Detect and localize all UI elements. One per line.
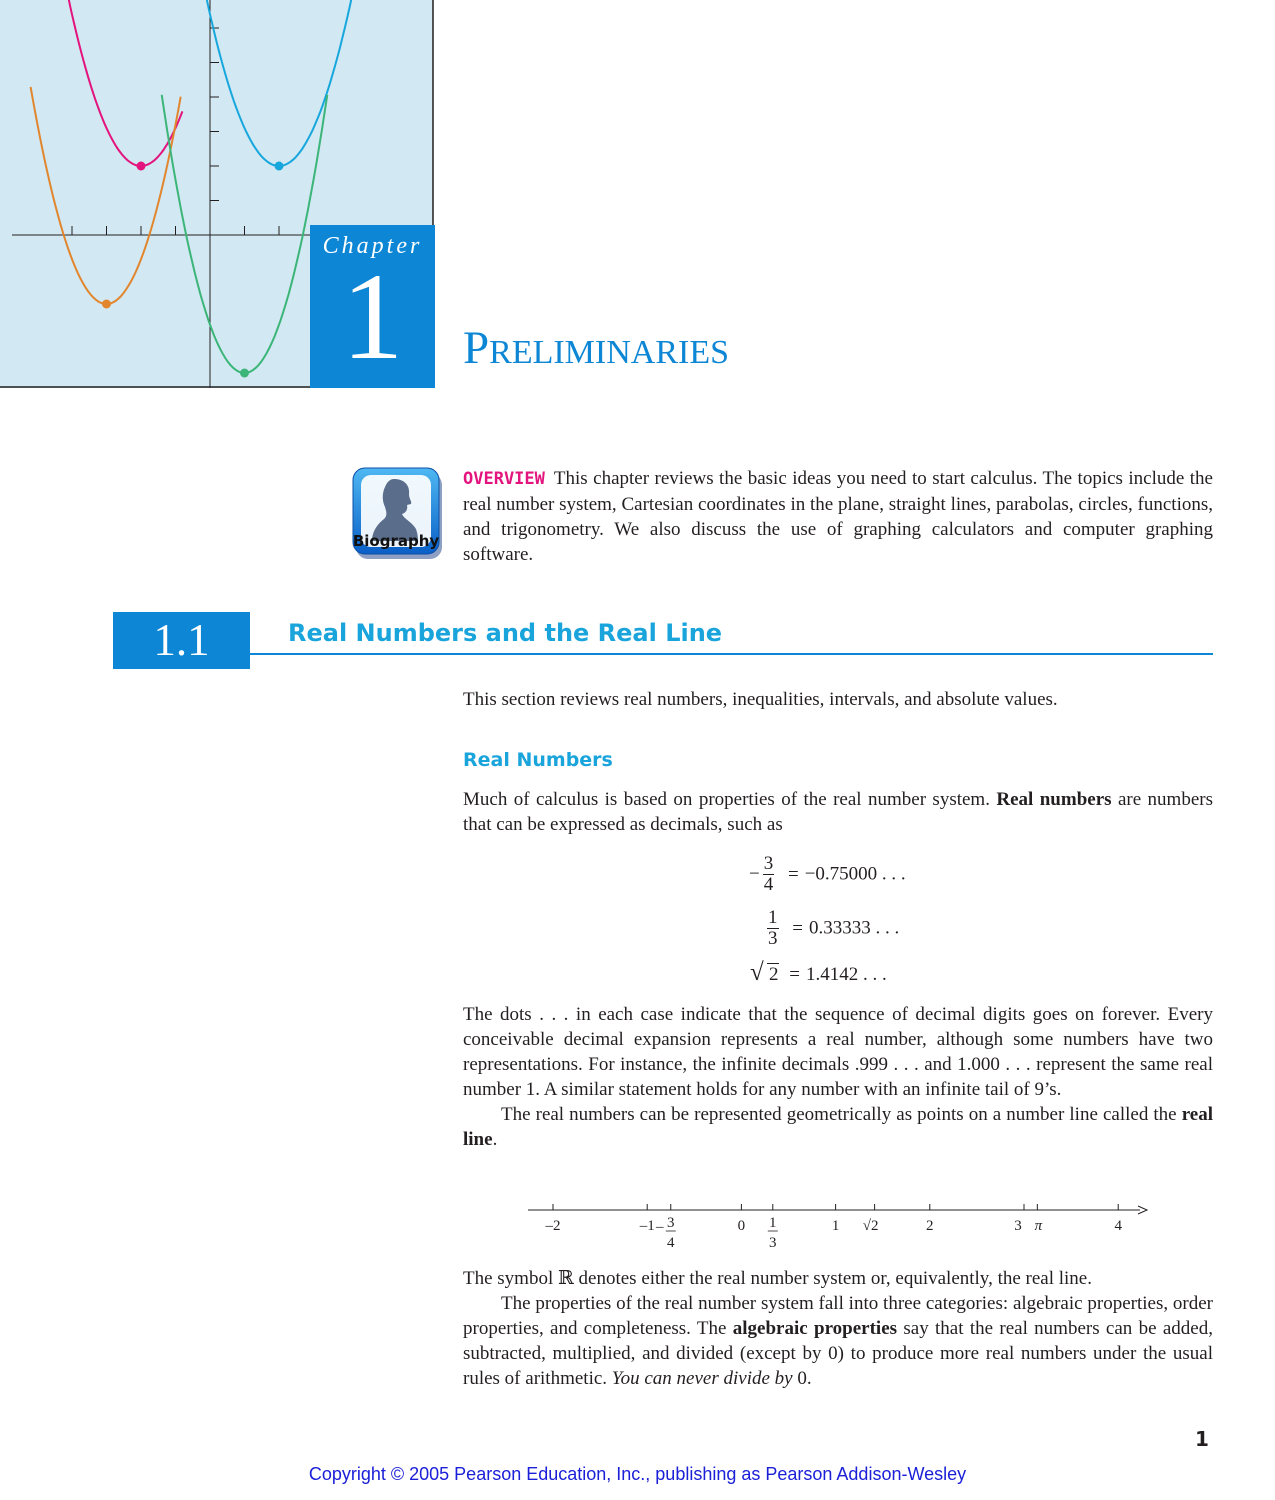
section-intro: This section reviews real numbers, inequalities, intervals, and absolute values.	[463, 689, 1058, 710]
overview-label: OVERVIEW	[463, 469, 545, 489]
tick-label: π	[1034, 1218, 1043, 1234]
p1-text: Much of calculus is based on properties of the real number system.	[463, 789, 997, 810]
tick-label: 0	[737, 1218, 746, 1234]
vertex-dot-cyan	[275, 162, 284, 171]
vertex-dot-orange	[102, 300, 111, 309]
section-number: 1.1	[113, 612, 250, 669]
overview-paragraph	[463, 466, 1213, 567]
p3-end: 0.	[792, 1368, 812, 1389]
section-rule	[250, 653, 1213, 655]
chapter-badge	[310, 225, 435, 388]
equation-one-third	[764, 908, 899, 949]
tick-label-denominator: 3	[769, 1235, 777, 1251]
p3-text-b: say that the real numbers can be added, subtracted, multiplied, and divided (except by 0) to produce more real numbers under the usual rules of arithmetic.	[463, 1318, 1213, 1389]
p2-text2: The real numbers can be represented geometrically as points on a number line called the	[501, 1104, 1182, 1125]
numerator: 1	[768, 907, 778, 928]
tick-label-numerator: 1	[769, 1215, 777, 1231]
p3-text-a: The properties of the real number system fall into three categories: algebraic properties, order properties, and completeness. The	[463, 1293, 1213, 1339]
decimal-paragraph	[463, 1002, 1213, 1152]
term-algebraic-properties: algebraic properties	[732, 1318, 898, 1339]
tick-label: 4	[1114, 1218, 1122, 1234]
eq-rhs: 1.4142 . . .	[805, 964, 887, 985]
tick-label: –1	[639, 1218, 655, 1234]
eq-rhs: 0.33333 . . .	[808, 917, 900, 939]
vertex-dot-magenta	[137, 162, 146, 171]
square-root	[750, 959, 779, 986]
tick-label-sign: –	[656, 1219, 664, 1235]
chapter-title	[463, 322, 730, 374]
eq-sign: −	[749, 863, 760, 885]
p2-end: .	[492, 1129, 498, 1150]
numerator: 3	[763, 853, 774, 874]
p3-body	[463, 1291, 1213, 1391]
equals-sign: =	[789, 964, 800, 985]
fraction	[767, 908, 779, 949]
equals-sign: =	[787, 863, 799, 885]
chapter-word: Chapter	[322, 233, 423, 259]
properties-paragraph	[463, 1266, 1213, 1391]
tick-label: 2	[926, 1218, 934, 1234]
vertex-dot-green	[240, 369, 249, 378]
p2-indent	[463, 1102, 1213, 1152]
chapter-title-initial: P	[463, 322, 490, 374]
fraction	[763, 854, 775, 895]
chapter-title-rest: RELIMINARIES	[489, 334, 730, 371]
tick-label-denominator: 4	[667, 1235, 675, 1251]
tick-label-numerator: 3	[667, 1215, 675, 1231]
p2-text: The dots . . . in each case indicate that the sequence of decimal digits goes on forever. Every conceivable decimal expansion represents a real number, although some numbers have two representations. For instance, the infinite decimals .999 . . . and 1.000 . . . represent the same real number 1. A similar statement holds for any number with an infinite tail of 9’s.	[463, 1004, 1213, 1100]
equation-three-quarters	[749, 854, 906, 895]
tick-label: √2	[862, 1218, 879, 1234]
radicand: 2	[769, 964, 779, 985]
tick-label: –2	[545, 1218, 561, 1234]
copyright-footer: Copyright © 2005 Pearson Education, Inc., publishing as Pearson Addison-Wesley	[308, 1464, 967, 1484]
section-title: Real Numbers and the Real Line	[288, 619, 723, 647]
term-real-line: real line	[463, 1104, 1213, 1150]
overview-text: This chapter reviews the basic ideas you need to start calculus. The topics include the real number system, Cartesian coordinates in the plane, straight lines, parabolas, circles, functions, and trigonometry. We also discuss the use of graphing calculators and computer graphing software.	[463, 468, 1213, 565]
tick-label: 3	[1014, 1218, 1022, 1234]
biography-icon[interactable]	[352, 467, 444, 561]
real-number-line	[525, 1195, 1150, 1259]
biography-icon-label: Biography	[352, 532, 440, 550]
tick-label: 1	[831, 1218, 840, 1234]
equation-sqrt-two	[750, 959, 887, 986]
p3-italic: You can never divide by	[611, 1368, 793, 1389]
denominator: 3	[768, 928, 778, 949]
number-line-ticks	[545, 1204, 1123, 1251]
eq-rhs: −0.75000 . . .	[804, 863, 906, 885]
p1-text-end: are numbers that can be expressed as decimals, such as	[463, 789, 1213, 835]
subsection-heading: Real Numbers	[463, 749, 613, 771]
radical-sign: √	[750, 959, 764, 986]
term-real-numbers: Real numbers	[996, 789, 1112, 810]
equals-sign: =	[792, 917, 803, 939]
page-number: 1	[1195, 1427, 1209, 1451]
p3-symbol-line: The symbol ℝ denotes either the real number system or, equivalently, the real line.	[463, 1268, 1092, 1289]
chapter-number: 1	[341, 248, 404, 385]
real-numbers-paragraph	[463, 787, 1213, 837]
denominator: 4	[763, 874, 774, 895]
